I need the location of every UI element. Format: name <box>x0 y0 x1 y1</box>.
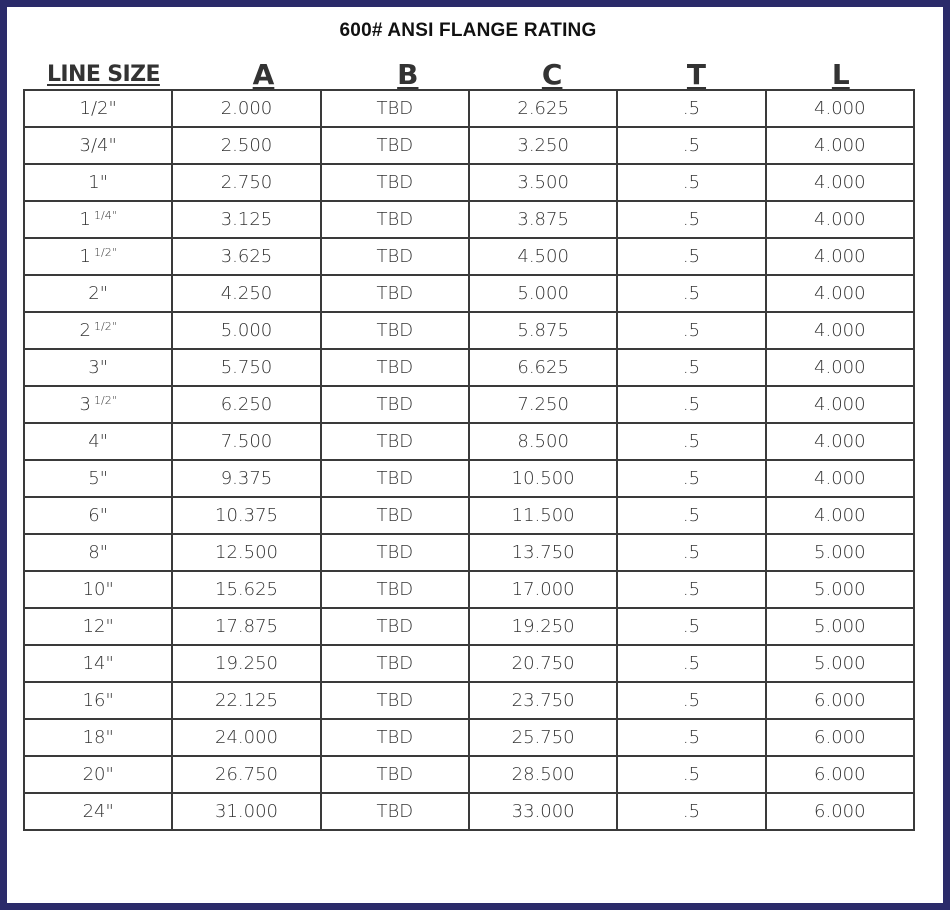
cell-a: 15.625 <box>172 571 320 608</box>
cell-size <box>24 164 172 201</box>
cell-size <box>24 608 172 645</box>
cell-c: 3.250 <box>469 127 617 164</box>
line-size-value: 1/2" <box>79 98 117 119</box>
cell-t: .5 <box>617 497 765 534</box>
cell-l: 5.000 <box>766 645 914 682</box>
cell-c: 3.875 <box>469 201 617 238</box>
cell-size <box>24 460 172 497</box>
cell-a: 12.500 <box>172 534 320 571</box>
table-row <box>24 127 914 164</box>
cell-a: 22.125 <box>172 682 320 719</box>
cell-a: 2.750 <box>172 164 320 201</box>
cell-c: 13.750 <box>469 534 617 571</box>
table-row <box>24 275 914 312</box>
cell-b: TBD <box>321 275 469 312</box>
cell-b: TBD <box>321 793 469 830</box>
line-size-value: 5" <box>88 468 109 489</box>
cell-l: 4.000 <box>766 460 914 497</box>
cell-a: 19.250 <box>172 645 320 682</box>
cell-c: 4.500 <box>469 238 617 275</box>
line-size-fraction: 1/2" <box>94 394 117 407</box>
page-title: 600# ANSI FLANGE RATING <box>339 20 597 41</box>
cell-size <box>24 793 172 830</box>
cell-size <box>24 349 172 386</box>
cell-l: 6.000 <box>766 793 914 830</box>
line-size-value: 10" <box>82 579 114 600</box>
cell-a: 5.750 <box>172 349 320 386</box>
table-row <box>24 238 914 275</box>
cell-a: 24.000 <box>172 719 320 756</box>
cell-size <box>24 756 172 793</box>
header-c: C <box>541 58 563 91</box>
cell-size <box>24 238 172 275</box>
line-size-fraction: 1/2" <box>94 320 117 333</box>
cell-b: TBD <box>321 571 469 608</box>
cell-t: .5 <box>617 312 765 349</box>
cell-c: 5.875 <box>469 312 617 349</box>
cell-size <box>24 386 172 423</box>
cell-size <box>24 312 172 349</box>
table-row <box>24 386 914 423</box>
table-row <box>24 571 914 608</box>
cell-l: 4.000 <box>766 497 914 534</box>
line-size-value: 3" <box>88 357 109 378</box>
cell-c: 2.625 <box>469 90 617 127</box>
cell-t: .5 <box>617 719 765 756</box>
cell-a: 5.000 <box>172 312 320 349</box>
cell-t: .5 <box>617 571 765 608</box>
cell-a: 17.875 <box>172 608 320 645</box>
cell-c: 7.250 <box>469 386 617 423</box>
cell-c: 33.000 <box>469 793 617 830</box>
line-size-value: 1 <box>79 246 91 267</box>
cell-a: 26.750 <box>172 756 320 793</box>
cell-c: 20.750 <box>469 645 617 682</box>
cell-l: 5.000 <box>766 571 914 608</box>
header-b: B <box>397 58 419 91</box>
cell-b: TBD <box>321 164 469 201</box>
table-row <box>24 793 914 830</box>
cell-size <box>24 497 172 534</box>
cell-b: TBD <box>321 201 469 238</box>
line-size-value: 4" <box>88 431 109 452</box>
table-row <box>24 719 914 756</box>
cell-l: 4.000 <box>766 312 914 349</box>
table-row <box>24 682 914 719</box>
table-row <box>24 497 914 534</box>
cell-l: 5.000 <box>766 534 914 571</box>
cell-c: 10.500 <box>469 460 617 497</box>
cell-c: 25.750 <box>469 719 617 756</box>
cell-size <box>24 571 172 608</box>
cell-b: TBD <box>321 682 469 719</box>
cell-b: TBD <box>321 645 469 682</box>
cell-c: 6.625 <box>469 349 617 386</box>
cell-size <box>24 90 172 127</box>
cell-c: 28.500 <box>469 756 617 793</box>
table-row <box>24 164 914 201</box>
cell-a: 3.125 <box>172 201 320 238</box>
table-row <box>24 201 914 238</box>
cell-size <box>24 201 172 238</box>
line-size-value: 16" <box>82 690 114 711</box>
cell-l: 6.000 <box>766 682 914 719</box>
cell-b: TBD <box>321 497 469 534</box>
cell-size <box>24 127 172 164</box>
cell-size <box>24 645 172 682</box>
cell-t: .5 <box>617 682 765 719</box>
flange-rating-table <box>23 89 915 831</box>
line-size-value: 14" <box>82 653 114 674</box>
line-size-value: 18" <box>82 727 114 748</box>
cell-c: 23.750 <box>469 682 617 719</box>
line-size-value: 8" <box>88 542 109 563</box>
cell-c: 3.500 <box>469 164 617 201</box>
cell-b: TBD <box>321 349 469 386</box>
header-a: A <box>252 58 275 91</box>
cell-l: 6.000 <box>766 756 914 793</box>
cell-b: TBD <box>321 312 469 349</box>
cell-b: TBD <box>321 127 469 164</box>
cell-l: 4.000 <box>766 90 914 127</box>
cell-l: 4.000 <box>766 423 914 460</box>
cell-t: .5 <box>617 201 765 238</box>
table-row <box>24 90 914 127</box>
line-size-fraction: 1/4" <box>94 209 117 222</box>
line-size-value: 3 <box>79 394 91 415</box>
cell-b: TBD <box>321 719 469 756</box>
cell-b: TBD <box>321 423 469 460</box>
cell-l: 4.000 <box>766 386 914 423</box>
cell-t: .5 <box>617 127 765 164</box>
cell-l: 4.000 <box>766 201 914 238</box>
line-size-value: 2 <box>79 320 91 341</box>
cell-b: TBD <box>321 756 469 793</box>
table-row <box>24 349 914 386</box>
line-size-value: 3/4" <box>79 135 117 156</box>
cell-b: TBD <box>321 386 469 423</box>
table-row <box>24 423 914 460</box>
cell-t: .5 <box>617 460 765 497</box>
cell-b: TBD <box>321 238 469 275</box>
cell-b: TBD <box>321 608 469 645</box>
header-line-size: LINE SIZE <box>47 62 160 87</box>
table-body <box>24 90 914 830</box>
cell-size <box>24 423 172 460</box>
cell-l: 5.000 <box>766 608 914 645</box>
cell-a: 4.250 <box>172 275 320 312</box>
cell-size <box>24 719 172 756</box>
table-row <box>24 312 914 349</box>
cell-size <box>24 275 172 312</box>
cell-l: 4.000 <box>766 275 914 312</box>
table-row <box>24 756 914 793</box>
cell-b: TBD <box>321 90 469 127</box>
cell-a: 2.000 <box>172 90 320 127</box>
cell-a: 3.625 <box>172 238 320 275</box>
cell-t: .5 <box>617 164 765 201</box>
line-size-value: 20" <box>82 764 114 785</box>
cell-t: .5 <box>617 423 765 460</box>
table-row <box>24 460 914 497</box>
cell-a: 2.500 <box>172 127 320 164</box>
cell-c: 11.500 <box>469 497 617 534</box>
cell-t: .5 <box>617 645 765 682</box>
cell-t: .5 <box>617 386 765 423</box>
cell-t: .5 <box>617 238 765 275</box>
cell-c: 5.000 <box>469 275 617 312</box>
cell-b: TBD <box>321 534 469 571</box>
cell-t: .5 <box>617 608 765 645</box>
cell-t: .5 <box>617 793 765 830</box>
cell-l: 6.000 <box>766 719 914 756</box>
cell-c: 8.500 <box>469 423 617 460</box>
table-row <box>24 645 914 682</box>
line-size-fraction: 1/2" <box>94 246 117 259</box>
cell-c: 19.250 <box>469 608 617 645</box>
cell-a: 31.000 <box>172 793 320 830</box>
cell-t: .5 <box>617 756 765 793</box>
line-size-value: 2" <box>88 283 109 304</box>
line-size-value: 1" <box>88 172 109 193</box>
table-row <box>24 534 914 571</box>
cell-size <box>24 534 172 571</box>
cell-l: 4.000 <box>766 127 914 164</box>
cell-size <box>24 682 172 719</box>
cell-t: .5 <box>617 349 765 386</box>
cell-l: 4.000 <box>766 164 914 201</box>
cell-t: .5 <box>617 534 765 571</box>
cell-b: TBD <box>321 460 469 497</box>
table-row <box>24 608 914 645</box>
cell-l: 4.000 <box>766 238 914 275</box>
line-size-value: 12" <box>82 616 114 637</box>
header-t: T <box>686 58 707 91</box>
cell-a: 9.375 <box>172 460 320 497</box>
cell-c: 17.000 <box>469 571 617 608</box>
line-size-value: 24" <box>82 801 114 822</box>
cell-l: 4.000 <box>766 349 914 386</box>
line-size-value: 6" <box>88 505 109 526</box>
header-l: L <box>831 58 850 91</box>
cell-a: 10.375 <box>172 497 320 534</box>
cell-a: 6.250 <box>172 386 320 423</box>
cell-a: 7.500 <box>172 423 320 460</box>
line-size-value: 1 <box>79 209 91 230</box>
cell-t: .5 <box>617 90 765 127</box>
cell-t: .5 <box>617 275 765 312</box>
